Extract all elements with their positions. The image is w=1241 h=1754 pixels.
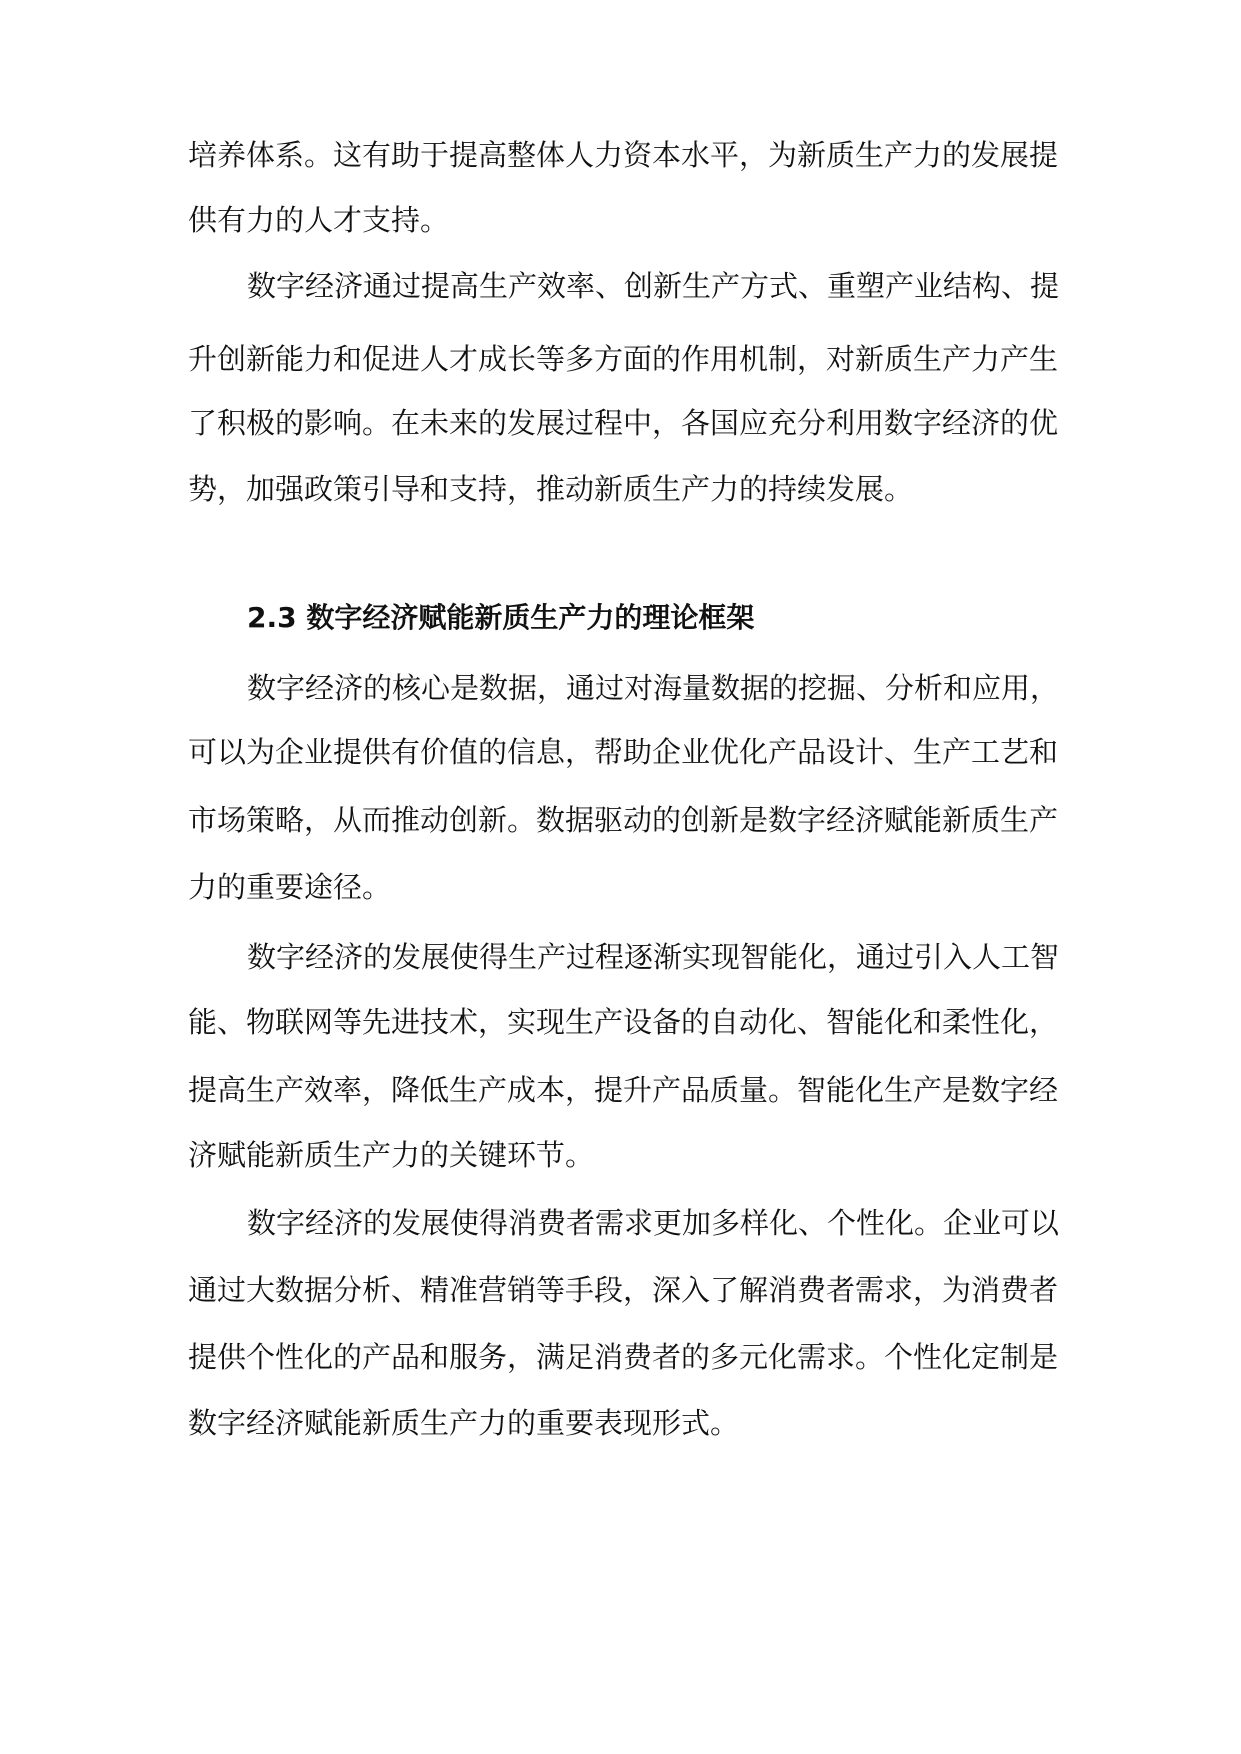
paragraph-line: 提高生产效率，降低生产成本，提升产品质量。智能化生产是数字经 [188, 1073, 1059, 1107]
paragraph-line: 市场策略，从而推动创新。数据驱动的创新是数字经济赋能新质生产 [188, 803, 1059, 837]
paragraph-line: 数字经济通过提高生产效率、创新生产方式、重塑产业结构、提 [247, 269, 1060, 303]
paragraph-line: 升创新能力和促进人才成长等多方面的作用机制，对新质生产力产生 [188, 342, 1059, 376]
paragraph-line: 了积极的影响。在未来的发展过程中，各国应充分利用数字经济的优 [188, 406, 1059, 440]
paragraph-line: 可以为企业提供有价值的信息，帮助企业优化产品设计、生产工艺和 [188, 735, 1059, 769]
paragraph-line: 培养体系。这有助于提高整体人力资本水平，为新质生产力的发展提 [188, 138, 1059, 172]
paragraph-line: 力的重要途径。 [188, 870, 392, 904]
paragraph-line: 济赋能新质生产力的关键环节。 [188, 1138, 595, 1172]
paragraph-line: 数字经济的发展使得消费者需求更加多样化、个性化。企业可以 [247, 1206, 1060, 1240]
paragraph-line: 供有力的人才支持。 [188, 203, 450, 237]
paragraph-line: 数字经济的核心是数据，通过对海量数据的挖掘、分析和应用， [247, 671, 1060, 705]
paragraph-line: 数字经济赋能新质生产力的重要表现形式。 [188, 1406, 740, 1440]
paragraph-line: 能、物联网等先进技术，实现生产设备的自动化、智能化和柔性化， [188, 1005, 1059, 1039]
paragraph-line: 数字经济的发展使得生产过程逐渐实现智能化，通过引入人工智 [247, 940, 1060, 974]
paragraph-line: 通过大数据分析、精准营销等手段，深入了解消费者需求，为消费者 [188, 1273, 1059, 1307]
section-heading: 2.3 数字经济赋能新质生产力的理论框架 [247, 601, 755, 634]
paragraph-line: 势，加强政策引导和支持，推动新质生产力的持续发展。 [188, 472, 914, 506]
paragraph-line: 提供个性化的产品和服务，满足消费者的多元化需求。个性化定制是 [188, 1340, 1059, 1374]
